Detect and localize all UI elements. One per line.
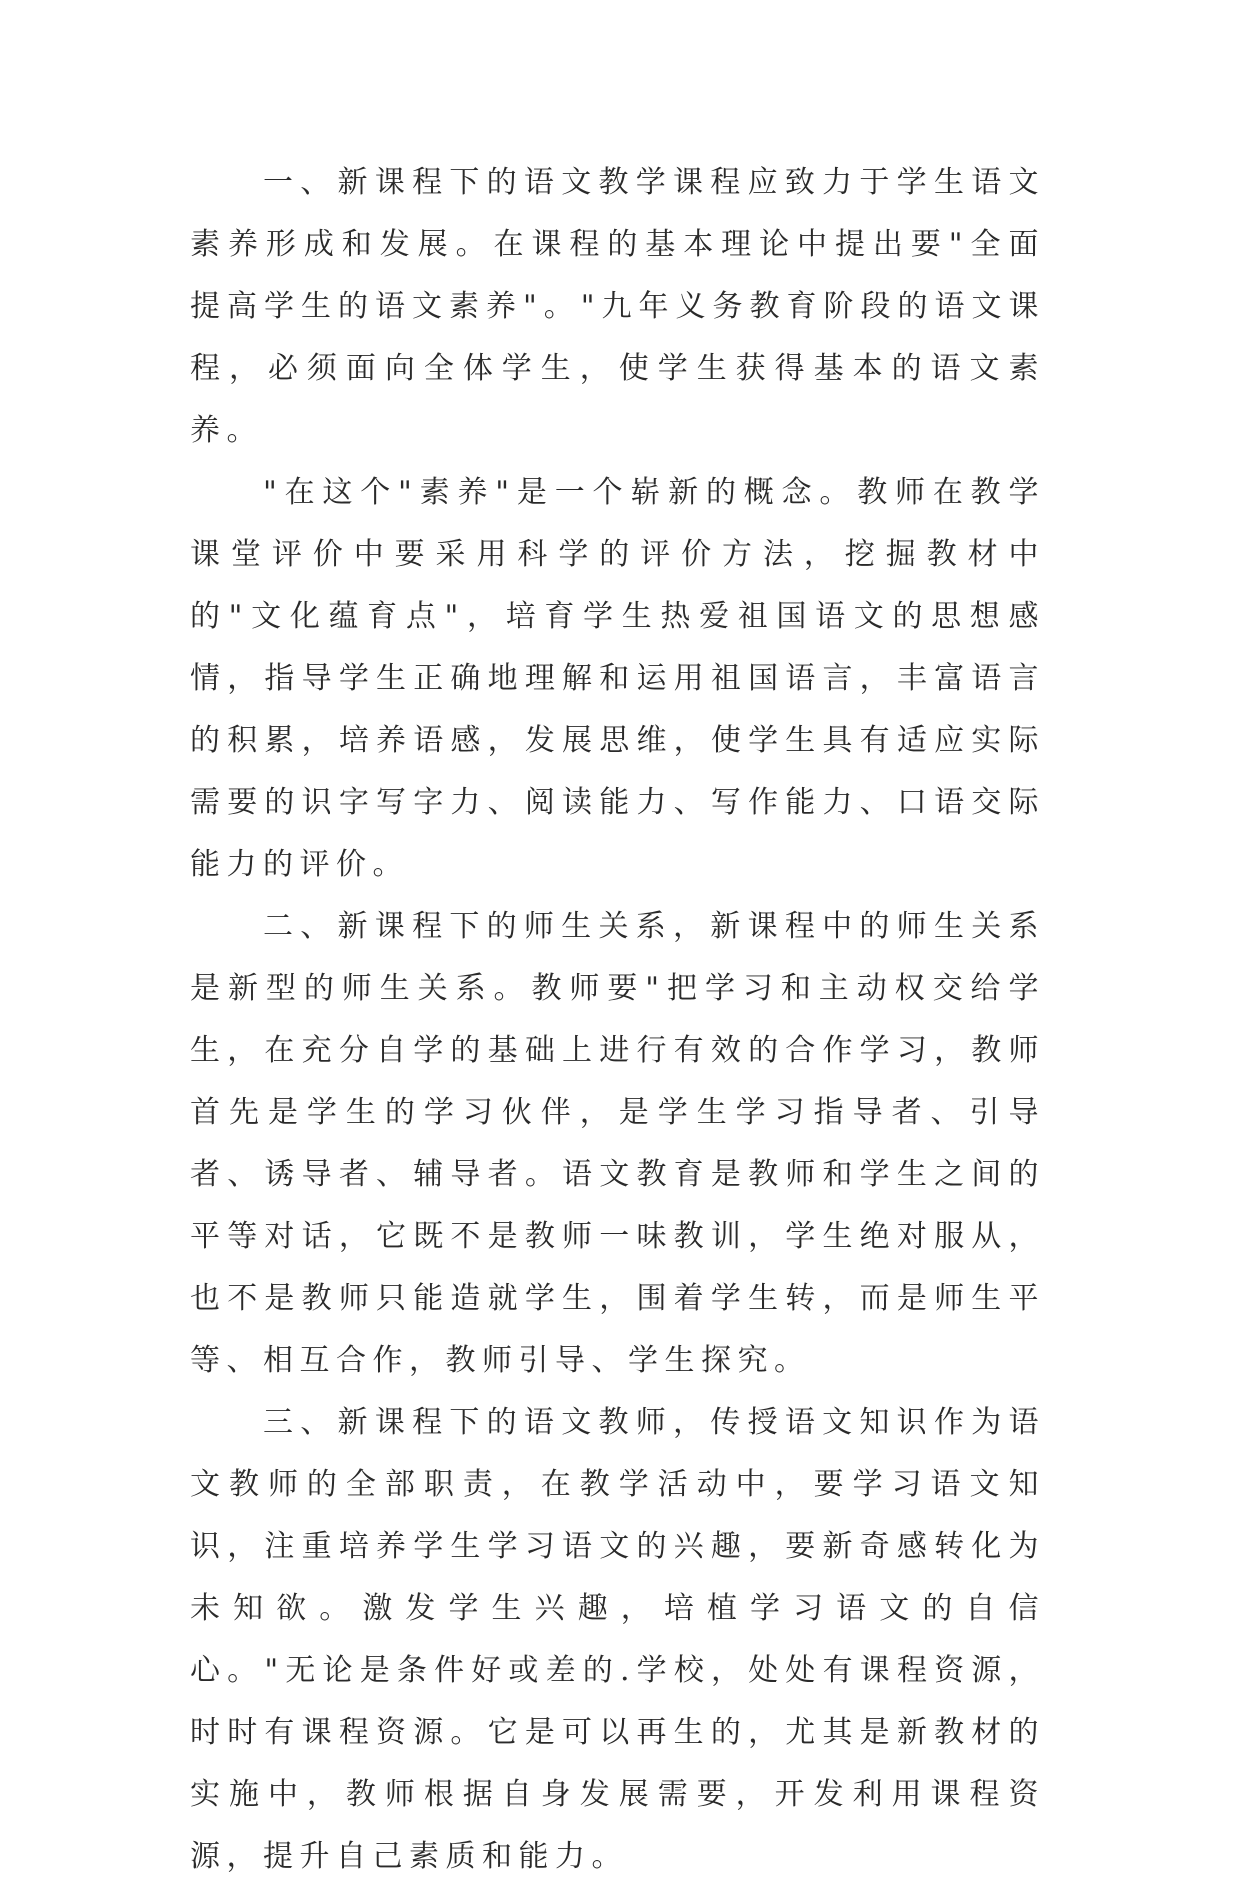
paragraph-3: 二、新课程下的师生关系，新课程中的师生关系是新型的师生关系。教师要"把学习和主动权交给学生，在充分自学的基础上进行有效的合作学习，教师首先是学生的学习伙伴，是学生学习指导者、引导者、诱导者、辅导者。语文教育是教师和学生之间的平等对话，它既不是教师一味教训，学生绝对服从，也不是教师只能造就学生，围着学生转，而是师生平等、相互合作，教师引导、学生探究。 xyxy=(190,909,1045,1378)
document-body xyxy=(190,152,1045,1888)
paragraph-2: "在这个"素养"是一个崭新的概念。教师在教学课堂评价中要采用科学的评价方法，挖掘教材中的"文化蕴育点"，培育学生热爱祖国语文的思想感情，指导学生正确地理解和运用祖国语言，丰富语言的积累，培养语感，发展思维，使学生具有适应实际需要的识字写字力、阅读能力、写作能力、口语交际能力的评价。 xyxy=(190,475,1045,882)
paragraph-1: 一、新课程下的语文教学课程应致力于学生语文素养形成和发展。在课程的基本理论中提出要"全面提高学生的语文素养"。"九年义务教育阶段的语文课程，必须面向全体学生，使学生获得基本的语文素养。 xyxy=(190,165,1045,448)
paragraph-4: 三、新课程下的语文教师，传授语文知识作为语文教师的全部职责，在教学活动中，要学习语文知识，注重培养学生学习语文的兴趣，要新奇感转化为未知欲。激发学生兴趣，培植学习语文的自信心。"无论是条件好或差的.学校，处处有课程资源，时时有课程资源。它是可以再生的，尤其是新教材的实施中，教师根据自身发展需要，开发利用课程资源，提升自己素质和能力。 xyxy=(190,1405,1045,1874)
